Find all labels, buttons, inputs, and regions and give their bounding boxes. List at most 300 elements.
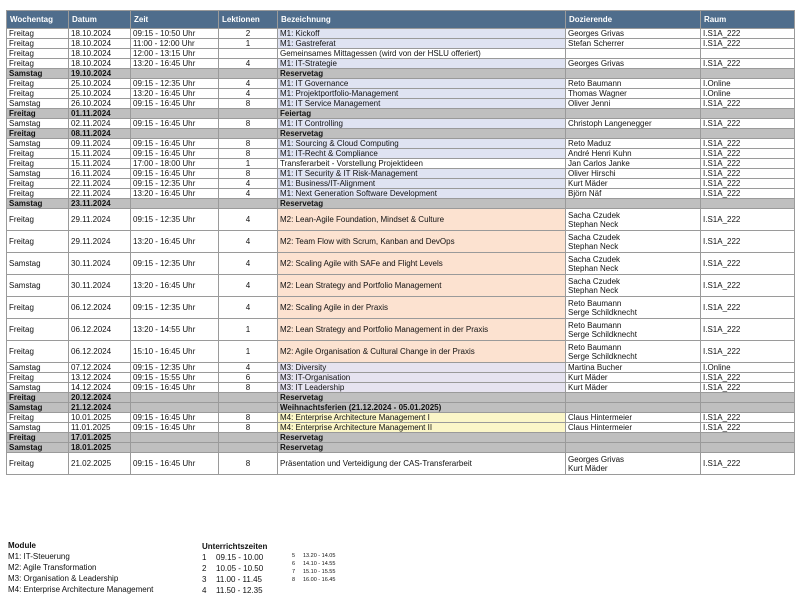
cell-raum: I.S1A_222 — [701, 189, 795, 199]
table-row — [7, 413, 795, 423]
cell-datum: 08.11.2024 — [69, 129, 131, 139]
cell-raum: I.S1A_222 — [701, 297, 795, 319]
cell-dozierende — [566, 49, 701, 59]
cell-wochentag: Samstag — [7, 69, 69, 79]
cell-datum: 02.11.2024 — [69, 119, 131, 129]
cell-datum: 16.11.2024 — [69, 169, 131, 179]
cell-datum: 18.10.2024 — [69, 59, 131, 69]
table-row — [7, 149, 795, 159]
lecturer-name: Reto Baumann — [568, 298, 622, 308]
cell-zeit: 09:15 - 16:45 Uhr — [131, 413, 219, 423]
cell-datum: 22.11.2024 — [69, 189, 131, 199]
cell-dozierende — [566, 139, 701, 149]
cell-wochentag: Samstag — [7, 363, 69, 373]
cell-zeit: 17:00 - 18:00 Uhr — [131, 159, 219, 169]
cell-datum: 15.11.2024 — [69, 159, 131, 169]
header-lektionen: Lektionen — [219, 11, 278, 29]
table-row — [7, 139, 795, 149]
cell-bezeichnung: M3: IT Leadership — [278, 383, 566, 393]
cell-bezeichnung: Transferarbeit - Vorstellung Projektideen — [278, 159, 566, 169]
cell-wochentag: Freitag — [7, 179, 69, 189]
cell-zeit: 09:15 - 12:35 Uhr — [131, 179, 219, 189]
cell-wochentag: Freitag — [7, 149, 69, 159]
cell-bezeichnung: M1: IT Governance — [278, 79, 566, 89]
lecturer-name: Christoph Langenegger — [568, 119, 652, 128]
cell-lektionen — [219, 393, 278, 403]
cell-dozierende — [566, 253, 701, 275]
cell-zeit — [131, 443, 219, 453]
cell-zeit: 13:20 - 16:45 Uhr — [131, 231, 219, 253]
cell-dozierende — [566, 179, 701, 189]
table-row — [7, 423, 795, 433]
cell-bezeichnung: Feiertag — [278, 109, 566, 119]
cell-lektionen: 1 — [219, 159, 278, 169]
cell-bezeichnung: M2: Scaling Agile with SAFe and Flight Levels — [278, 253, 566, 275]
cell-zeit: 09:15 - 12:35 Uhr — [131, 209, 219, 231]
cell-wochentag: Freitag — [7, 79, 69, 89]
cell-bezeichnung: Präsentation und Verteidigung der CAS-Transferarbeit — [278, 453, 566, 475]
cell-bezeichnung: Reservetag — [278, 129, 566, 139]
cell-bezeichnung: M1: Gastreferat — [278, 39, 566, 49]
cell-wochentag: Freitag — [7, 231, 69, 253]
table-row — [7, 253, 795, 275]
cell-bezeichnung: M1: IT-Recht & Compliance — [278, 149, 566, 159]
cell-raum: I.S1A_222 — [701, 179, 795, 189]
cell-bezeichnung: Reservetag — [278, 393, 566, 403]
table-row — [7, 373, 795, 383]
table-row — [7, 453, 795, 475]
lesson-number: 3 — [202, 575, 207, 584]
lecturer-name: Stephan Neck — [568, 241, 619, 251]
cell-bezeichnung: M1: Projektportfolio-Management — [278, 89, 566, 99]
cell-wochentag: Samstag — [7, 275, 69, 297]
cell-raum: I.S1A_222 — [701, 253, 795, 275]
table-row — [7, 231, 795, 253]
cell-wochentag: Freitag — [7, 189, 69, 199]
cell-lektionen: 4 — [219, 79, 278, 89]
cell-lektionen: 8 — [219, 149, 278, 159]
lesson-time-row — [202, 574, 267, 585]
lesson-time-row — [292, 552, 335, 560]
cell-zeit: 09:15 - 12:35 Uhr — [131, 79, 219, 89]
cell-lektionen: 8 — [219, 139, 278, 149]
cell-lektionen: 4 — [219, 179, 278, 189]
cell-lektionen: 8 — [219, 169, 278, 179]
module-item: M1: IT-Steuerung — [8, 552, 70, 561]
cell-bezeichnung: M1: Kickoff — [278, 29, 566, 39]
cell-zeit: 09:15 - 10:50 Uhr — [131, 29, 219, 39]
lesson-number: 7 — [292, 569, 296, 575]
cell-dozierende — [566, 89, 701, 99]
cell-lektionen — [219, 403, 278, 413]
header-datum: Datum — [69, 11, 131, 29]
table-row — [7, 341, 795, 363]
lesson-time-row — [292, 576, 335, 584]
cell-wochentag: Samstag — [7, 253, 69, 275]
cell-lektionen — [219, 49, 278, 59]
cell-dozierende — [566, 29, 701, 39]
cell-dozierende — [566, 423, 701, 433]
cell-raum: I.S1A_222 — [701, 39, 795, 49]
cell-zeit: 09:15 - 16:45 Uhr — [131, 149, 219, 159]
lesson-number: 8 — [292, 577, 296, 583]
cell-dozierende — [566, 99, 701, 109]
cell-wochentag: Freitag — [7, 49, 69, 59]
cell-dozierende — [566, 109, 701, 119]
lecturer-name: Georges Grivas — [568, 454, 625, 464]
reserve-row — [7, 433, 795, 443]
lecturer-name: Serge Schildknecht — [568, 307, 637, 317]
lecturer-name: Kurt Mäder — [568, 179, 608, 188]
cell-zeit: 09:15 - 16:45 Uhr — [131, 99, 219, 109]
cell-raum: I.Online — [701, 79, 795, 89]
cell-lektionen — [219, 129, 278, 139]
header-zeit: Zeit — [131, 11, 219, 29]
lesson-number: 1 — [202, 553, 207, 562]
lesson-number: 4 — [202, 586, 207, 595]
cell-datum: 18.10.2024 — [69, 39, 131, 49]
lecturer-name: André Henri Kuhn — [568, 149, 632, 158]
cell-dozierende — [566, 59, 701, 69]
cell-datum: 21.02.2025 — [69, 453, 131, 475]
cell-raum: I.S1A_222 — [701, 231, 795, 253]
cell-dozierende — [566, 129, 701, 139]
cell-lektionen: 4 — [219, 59, 278, 69]
cell-raum: I.S1A_222 — [701, 209, 795, 231]
table-row — [7, 179, 795, 189]
cell-zeit — [131, 69, 219, 79]
cell-zeit: 09:15 - 16:45 Uhr — [131, 383, 219, 393]
cell-bezeichnung: M1: IT Security & IT Risk-Management — [278, 169, 566, 179]
table-row — [7, 297, 795, 319]
cell-wochentag: Samstag — [7, 139, 69, 149]
lecturer-name: Thomas Wagner — [568, 89, 627, 98]
lesson-range: 13.20 - 14.05 — [303, 553, 336, 559]
cell-raum: I.S1A_222 — [701, 149, 795, 159]
cell-lektionen: 1 — [219, 341, 278, 363]
cell-raum: I.S1A_222 — [701, 59, 795, 69]
lecturer-name: Sacha Czudek — [568, 210, 621, 220]
cell-wochentag: Freitag — [7, 297, 69, 319]
cell-datum: 13.12.2024 — [69, 373, 131, 383]
cell-raum: I.S1A_222 — [701, 169, 795, 179]
cell-lektionen: 4 — [219, 253, 278, 275]
cell-bezeichnung: M1: IT Service Management — [278, 99, 566, 109]
cell-raum: I.S1A_222 — [701, 159, 795, 169]
cell-zeit: 15:10 - 16:45 Uhr — [131, 341, 219, 363]
cell-wochentag: Freitag — [7, 59, 69, 69]
lesson-time-row — [202, 563, 267, 574]
header-wochentag: Wochentag — [7, 11, 69, 29]
cell-dozierende — [566, 383, 701, 393]
cell-datum: 26.10.2024 — [69, 99, 131, 109]
cell-raum: I.S1A_222 — [701, 413, 795, 423]
cell-wochentag: Freitag — [7, 209, 69, 231]
cell-datum: 22.11.2024 — [69, 179, 131, 189]
cell-dozierende — [566, 297, 701, 319]
cell-dozierende — [566, 79, 701, 89]
lecturer-name: Björn Näf — [568, 189, 602, 198]
cell-wochentag: Samstag — [7, 383, 69, 393]
cell-bezeichnung: M2: Team Flow with Scrum, Kanban and DevOps — [278, 231, 566, 253]
cell-wochentag: Freitag — [7, 393, 69, 403]
cell-raum: I.S1A_222 — [701, 319, 795, 341]
table-row — [7, 79, 795, 89]
cell-dozierende — [566, 209, 701, 231]
cell-wochentag: Samstag — [7, 423, 69, 433]
cell-zeit: 09:15 - 16:45 Uhr — [131, 453, 219, 475]
lesson-time-row — [292, 560, 335, 568]
cell-dozierende — [566, 393, 701, 403]
cell-bezeichnung: M2: Scaling Agile in der Praxis — [278, 297, 566, 319]
cell-zeit: 13:20 - 14:55 Uhr — [131, 319, 219, 341]
lecturer-name: Claus Hintermeier — [568, 413, 633, 422]
cell-datum: 29.11.2024 — [69, 209, 131, 231]
cell-dozierende — [566, 119, 701, 129]
cell-bezeichnung: M3: Diversity — [278, 363, 566, 373]
cell-bezeichnung: M2: Lean-Agile Foundation, Mindset & Culture — [278, 209, 566, 231]
cell-datum: 06.12.2024 — [69, 341, 131, 363]
reserve-row — [7, 199, 795, 209]
cell-wochentag: Freitag — [7, 109, 69, 119]
lecturer-name: Reto Baumann — [568, 79, 622, 88]
cell-wochentag: Freitag — [7, 39, 69, 49]
cell-bezeichnung: Gemeinsames Mittagessen (wird von der HSLU offeriert) — [278, 49, 566, 59]
cell-bezeichnung: M4: Enterprise Architecture Management I — [278, 413, 566, 423]
lecturer-name: Reto Maduz — [568, 139, 612, 148]
cell-lektionen: 1 — [219, 319, 278, 341]
cell-dozierende — [566, 363, 701, 373]
cell-bezeichnung: M1: IT-Strategie — [278, 59, 566, 69]
cell-lektionen: 4 — [219, 275, 278, 297]
cell-dozierende — [566, 159, 701, 169]
cell-lektionen: 4 — [219, 363, 278, 373]
cell-raum: I.S1A_222 — [701, 423, 795, 433]
cell-datum: 15.11.2024 — [69, 149, 131, 159]
cell-bezeichnung: Weihnachtsferien (21.12.2024 - 05.01.2025) — [278, 403, 566, 413]
lecturer-name: Martina Bucher — [568, 363, 623, 372]
lesson-times-legend — [202, 541, 267, 596]
lesson-number: 6 — [292, 561, 296, 567]
cell-wochentag: Freitag — [7, 341, 69, 363]
cell-zeit: 09:15 - 12:35 Uhr — [131, 363, 219, 373]
lecturer-name: Kurt Mäder — [568, 383, 608, 392]
cell-raum — [701, 49, 795, 59]
lecturer-name: Kurt Mäder — [568, 463, 608, 473]
cell-raum: I.S1A_222 — [701, 275, 795, 297]
cell-dozierende — [566, 189, 701, 199]
cell-lektionen: 8 — [219, 383, 278, 393]
cell-raum — [701, 433, 795, 443]
lecturer-name: Sacha Czudek — [568, 232, 621, 242]
cell-zeit: 09:15 - 16:45 Uhr — [131, 139, 219, 149]
cell-lektionen: 8 — [219, 99, 278, 109]
cell-lektionen — [219, 443, 278, 453]
cell-lektionen: 4 — [219, 189, 278, 199]
cell-raum — [701, 199, 795, 209]
lecturer-name: Jan Carlos Janke — [568, 159, 630, 168]
lesson-range: 14.10 - 14.55 — [303, 561, 336, 567]
reserve-row — [7, 109, 795, 119]
cell-raum: I.S1A_222 — [701, 139, 795, 149]
table-row — [7, 49, 795, 59]
cell-datum: 10.01.2025 — [69, 413, 131, 423]
lecturer-name: Kurt Mäder — [568, 373, 608, 382]
cell-lektionen — [219, 109, 278, 119]
cell-wochentag: Freitag — [7, 373, 69, 383]
cell-datum: 09.11.2024 — [69, 139, 131, 149]
cell-lektionen: 4 — [219, 297, 278, 319]
lesson-time-row — [202, 585, 267, 596]
lecturer-name: Stefan Scherrer — [568, 39, 625, 48]
cell-zeit: 09:15 - 12:35 Uhr — [131, 297, 219, 319]
table-row — [7, 159, 795, 169]
cell-datum: 19.10.2024 — [69, 69, 131, 79]
table-row — [7, 59, 795, 69]
cell-lektionen: 4 — [219, 231, 278, 253]
cell-bezeichnung: M1: IT Controlling — [278, 119, 566, 129]
cell-raum: I.Online — [701, 89, 795, 99]
reserve-row — [7, 69, 795, 79]
lecturer-name: Sacha Czudek — [568, 254, 621, 264]
cell-zeit — [131, 403, 219, 413]
lecturer-name: Oliver Hirschi — [568, 169, 616, 178]
cell-wochentag: Samstag — [7, 443, 69, 453]
cell-wochentag: Freitag — [7, 453, 69, 475]
cell-datum: 07.12.2024 — [69, 363, 131, 373]
cell-dozierende — [566, 275, 701, 297]
lesson-times-heading: Unterrichtszeiten — [202, 542, 268, 551]
cell-zeit: 09:15 - 16:45 Uhr — [131, 423, 219, 433]
cell-datum: 18.01.2025 — [69, 443, 131, 453]
cell-zeit: 09:15 - 12:35 Uhr — [131, 253, 219, 275]
table-header-row — [7, 11, 795, 29]
cell-raum: I.S1A_222 — [701, 373, 795, 383]
cell-datum: 21.12.2024 — [69, 403, 131, 413]
cell-datum: 20.12.2024 — [69, 393, 131, 403]
cell-zeit — [131, 109, 219, 119]
cell-dozierende — [566, 403, 701, 413]
cell-wochentag: Freitag — [7, 29, 69, 39]
module-item: M3: Organisation & Leadership — [8, 574, 119, 583]
cell-zeit: 09:15 - 15:55 Uhr — [131, 373, 219, 383]
lesson-range: 16.00 - 16.45 — [303, 577, 336, 583]
cell-wochentag: Samstag — [7, 199, 69, 209]
cell-dozierende — [566, 69, 701, 79]
lecturer-name: Oliver Jenni — [568, 99, 611, 108]
cell-datum: 17.01.2025 — [69, 433, 131, 443]
lecturer-name: Serge Schildknecht — [568, 329, 637, 339]
cell-lektionen — [219, 433, 278, 443]
cell-dozierende — [566, 413, 701, 423]
lecturer-name: Reto Baumann — [568, 320, 622, 330]
cell-lektionen: 8 — [219, 119, 278, 129]
header-raum: Raum — [701, 11, 795, 29]
table-row — [7, 39, 795, 49]
cell-lektionen: 4 — [219, 209, 278, 231]
cell-zeit — [131, 393, 219, 403]
lesson-time-row — [292, 568, 335, 576]
lecturer-name: Georges Grivas — [568, 29, 625, 38]
cell-raum — [701, 443, 795, 453]
lesson-times-afternoon — [292, 552, 335, 584]
cell-datum: 25.10.2024 — [69, 89, 131, 99]
table-row — [7, 169, 795, 179]
cell-bezeichnung: M1: Sourcing & Cloud Computing — [278, 139, 566, 149]
table-row — [7, 29, 795, 39]
lecturer-name: Georges Grivas — [568, 59, 625, 68]
lesson-range: 09.15 - 10.00 — [216, 553, 264, 562]
table-row — [7, 119, 795, 129]
lecturer-name: Stephan Neck — [568, 219, 619, 229]
table-row — [7, 209, 795, 231]
cell-bezeichnung: Reservetag — [278, 199, 566, 209]
cell-raum: I.S1A_222 — [701, 99, 795, 109]
lesson-range: 11.50 - 12.35 — [216, 586, 263, 595]
cell-datum: 29.11.2024 — [69, 231, 131, 253]
cell-dozierende — [566, 199, 701, 209]
reserve-row — [7, 129, 795, 139]
cell-dozierende — [566, 149, 701, 159]
cell-raum: I.S1A_222 — [701, 383, 795, 393]
schedule-body — [7, 29, 795, 475]
cell-zeit — [131, 199, 219, 209]
cell-zeit: 13:20 - 16:45 Uhr — [131, 189, 219, 199]
cell-wochentag: Freitag — [7, 129, 69, 139]
table-row — [7, 383, 795, 393]
cell-zeit: 13:20 - 16:45 Uhr — [131, 59, 219, 69]
module-item: M4: Enterprise Architecture Management — [8, 585, 154, 594]
cell-dozierende — [566, 231, 701, 253]
cell-zeit — [131, 433, 219, 443]
cell-zeit: 12:00 - 13:15 Uhr — [131, 49, 219, 59]
cell-datum: 30.11.2024 — [69, 275, 131, 297]
cell-datum: 11.01.2025 — [69, 423, 131, 433]
cell-raum: I.S1A_222 — [701, 119, 795, 129]
cell-dozierende — [566, 443, 701, 453]
reserve-row — [7, 393, 795, 403]
cell-bezeichnung: M1: Business/IT-Alignment — [278, 179, 566, 189]
cell-bezeichnung: M2: Agile Organisation & Cultural Change in der Praxis — [278, 341, 566, 363]
cell-lektionen: 1 — [219, 39, 278, 49]
cell-lektionen — [219, 69, 278, 79]
cell-zeit: 11:00 - 12:00 Uhr — [131, 39, 219, 49]
cell-wochentag: Freitag — [7, 89, 69, 99]
cell-lektionen — [219, 199, 278, 209]
cell-lektionen: 8 — [219, 453, 278, 475]
cell-datum: 06.12.2024 — [69, 297, 131, 319]
cell-bezeichnung: M1: Next Generation Software Development — [278, 189, 566, 199]
cell-wochentag: Samstag — [7, 99, 69, 109]
cell-zeit: 09:15 - 16:45 Uhr — [131, 169, 219, 179]
cell-datum: 25.10.2024 — [69, 79, 131, 89]
cell-lektionen: 8 — [219, 423, 278, 433]
cell-wochentag: Samstag — [7, 403, 69, 413]
cell-datum: 30.11.2024 — [69, 253, 131, 275]
cell-wochentag: Samstag — [7, 119, 69, 129]
cell-datum: 23.11.2024 — [69, 199, 131, 209]
cell-datum: 01.11.2024 — [69, 109, 131, 119]
cell-bezeichnung: M4: Enterprise Architecture Management II — [278, 423, 566, 433]
lesson-range: 11.00 - 11.45 — [216, 575, 262, 584]
cell-raum: I.S1A_222 — [701, 453, 795, 475]
cell-wochentag: Samstag — [7, 169, 69, 179]
cell-dozierende — [566, 319, 701, 341]
lecturer-name: Reto Baumann — [568, 342, 622, 352]
module-item: M2: Agile Transformation — [8, 563, 97, 572]
cell-raum — [701, 69, 795, 79]
lesson-range: 10.05 - 10.50 — [216, 564, 264, 573]
